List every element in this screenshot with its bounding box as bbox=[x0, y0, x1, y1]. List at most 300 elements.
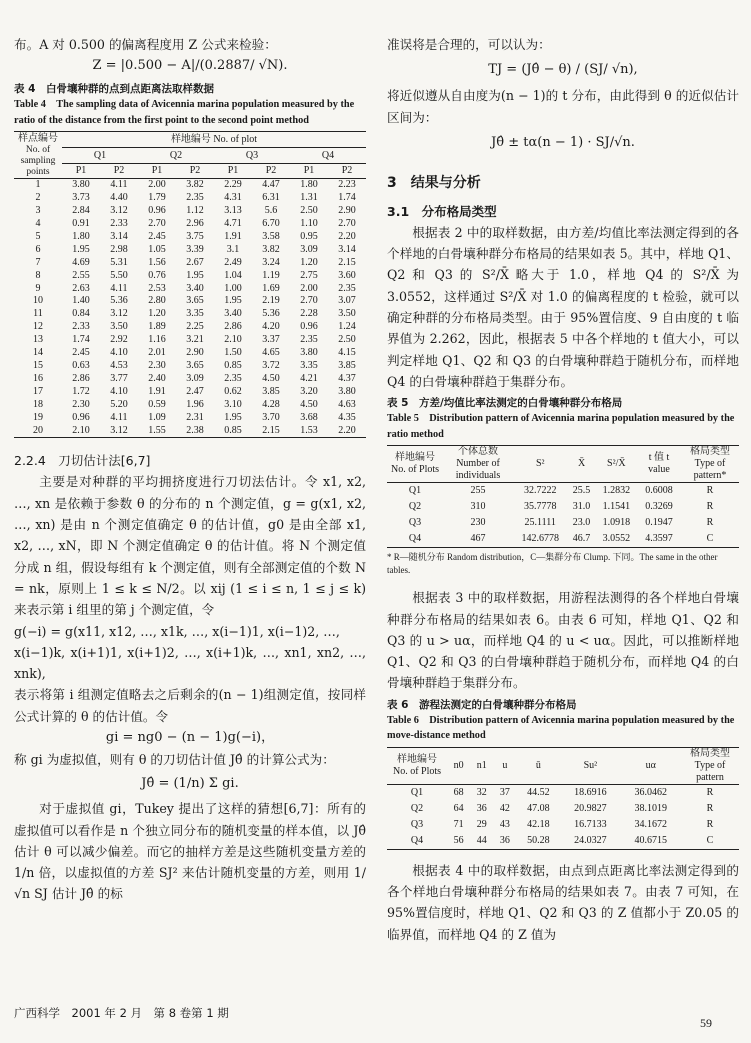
formula-interval: Jθ̂ ± tα(n − 1) · SJ/√n. bbox=[491, 134, 635, 150]
table4-row-cell: 1.53 bbox=[300, 424, 318, 436]
table6-row-cell: 37 bbox=[499, 786, 510, 798]
table5-row-cell: 142.6778 bbox=[521, 533, 559, 545]
table4-row-cell: 2.92 bbox=[110, 334, 128, 346]
table4-row-cell: 2.86 bbox=[72, 372, 90, 384]
table4-row-cell: 1.89 bbox=[148, 321, 166, 333]
table4-row-cell: 3.35 bbox=[186, 308, 204, 320]
table4-row bbox=[14, 244, 366, 257]
table4-row-cell: 2.35 bbox=[300, 334, 318, 346]
table4-row-cell: 1.80 bbox=[72, 230, 90, 242]
table4-row-cell: 2.50 bbox=[338, 334, 356, 346]
table4-row-cell: 0.63 bbox=[72, 359, 90, 371]
table4-body bbox=[14, 179, 366, 438]
table4-plot-header: 样地编号 No. of plot bbox=[62, 132, 366, 148]
table4-row-cell: 2.98 bbox=[110, 243, 128, 255]
table5-caption-en: Table 5 Distribution pattern of Avicennia marina population measured by the ratio method bbox=[387, 413, 735, 440]
table4-row bbox=[14, 270, 366, 283]
jackknife-paragraph-4: 对于虚拟值 gi，Tukey 提出了这样的猜想[6,7]：所有的虚拟值可以看作是 n 个独立同分布的随机变量的样本值，以 Jθ̂ 估计 θ 可以减少偏差。而它的抽样方差是这些随机变量方差的 1/n 倍，以虚拟值的方差 SJ² 来估计随机变量的方差，则用 1/ √n SJ 估计 Jθ̂ 的标 bbox=[14, 801, 366, 902]
table4-row-cell: 2.31 bbox=[186, 411, 204, 423]
table6-row-cell: Q4 bbox=[410, 834, 424, 846]
table6-row-cell: 38.1019 bbox=[634, 802, 668, 814]
table5-row bbox=[387, 483, 739, 500]
table4-sub-p: P2 bbox=[265, 165, 277, 177]
table6-block bbox=[387, 697, 739, 850]
table4-sub-p: P1 bbox=[151, 165, 163, 177]
table4-row-cell: 4.20 bbox=[262, 321, 280, 333]
table4-row-cell: 20 bbox=[33, 424, 43, 436]
left-column bbox=[14, 0, 366, 905]
table4-row-cell: 2.25 bbox=[186, 321, 204, 333]
table4-row-cell: 4.71 bbox=[224, 218, 242, 230]
table4-row-cell: 3.80 bbox=[300, 347, 318, 359]
table4-row-cell: 4.47 bbox=[262, 179, 280, 191]
table4-row-cell: 3.20 bbox=[300, 385, 318, 397]
table5-row-cell: 255 bbox=[470, 485, 486, 497]
table4-row bbox=[14, 218, 366, 231]
table4-row-cell: 3.40 bbox=[224, 308, 242, 320]
table4-row-cell: 0.84 bbox=[72, 308, 90, 320]
table4-row-cell: 3.07 bbox=[338, 295, 356, 307]
table4-row-cell: 3.09 bbox=[300, 243, 318, 255]
table4-row-cell: 5.36 bbox=[110, 295, 128, 307]
table4-row bbox=[14, 179, 366, 192]
table6-row-cell: 36 bbox=[476, 802, 487, 814]
table4-row-cell: 2.90 bbox=[186, 347, 204, 359]
table4-row-cell: 2.75 bbox=[300, 269, 318, 281]
table4-row-cell: 1 bbox=[35, 179, 41, 191]
table6-row-cell: 36 bbox=[499, 834, 510, 846]
table4-row bbox=[14, 283, 366, 296]
table6-row-cell: 32 bbox=[476, 786, 487, 798]
table5-header: 样地编号 No. of Plots bbox=[390, 452, 440, 476]
table5-row-cell: 31.0 bbox=[572, 501, 591, 513]
table4-row-cell: 3.77 bbox=[110, 372, 128, 384]
table4-row-cell: 1.50 bbox=[224, 347, 242, 359]
formula-gi: gi = ng0 − (n − 1)g(−i)， bbox=[105, 729, 275, 745]
table4-row-cell: 1.74 bbox=[338, 192, 356, 204]
table4-row-cell: 3.1 bbox=[226, 243, 240, 255]
table4-row-cell: 4.10 bbox=[110, 385, 128, 397]
table4-row-cell: 2.38 bbox=[186, 424, 204, 436]
table6-row-cell: Q1 bbox=[410, 786, 424, 798]
table5-row bbox=[387, 515, 739, 531]
table6-row-cell: C bbox=[706, 834, 714, 846]
table4-row-cell: 0.62 bbox=[224, 385, 242, 397]
table4-row-cell: 3.82 bbox=[186, 179, 204, 191]
table6-row-cell: 43 bbox=[499, 818, 510, 830]
table5-row-cell: R bbox=[706, 501, 714, 513]
table4-plot-q1: Q1 bbox=[62, 147, 138, 163]
results-paragraph-1: 根据表 2 中的取样数据，由方差/均值比率法测定得到的各个样地的白骨壤种群分布格局的结果如表 5。其中，样地 Q1、Q2 和 Q3 的 S²/X̄ 略大于 1.0，样地 Q4 的 S²/X̄ 为 3.0552，这样通过 S²/X̄ 对 1.0 的偏离程度的 t 检验，就可以确定种群的分布格局类型。由于 95%置信度、9 自由度的 t 临界值为 2.262，因此，根据表 5 中各个样地的 t 值大小，可以判定样地 Q1、Q2 和 Q3 的白骨壤种群趋于随机分布，而样地 Q4 的白骨壤种群趋于集群分布。 bbox=[387, 224, 739, 389]
table4-row-cell: 1.19 bbox=[262, 269, 280, 281]
table4-row-cell: 2.01 bbox=[148, 347, 166, 359]
table4-row-cell: 1.55 bbox=[148, 424, 166, 436]
table5-row-cell: 0.3269 bbox=[645, 501, 673, 513]
table4-row-cell: 3.73 bbox=[72, 192, 90, 204]
table4-row-cell: 2.19 bbox=[262, 295, 280, 307]
table4-row-cell: 2.55 bbox=[72, 269, 90, 281]
table4-row-cell: 2.35 bbox=[338, 282, 356, 294]
table4-row-cell: 8 bbox=[35, 269, 41, 281]
table4-row-cell: 2.84 bbox=[72, 205, 90, 217]
table4-row-cell: 2.47 bbox=[186, 385, 204, 397]
table4-row-cell: 2.35 bbox=[224, 372, 242, 384]
table5-row-cell: 310 bbox=[470, 501, 486, 513]
table4-col-sample-zh: 样点编号 bbox=[18, 133, 58, 145]
table4-sub-p: P2 bbox=[341, 165, 353, 177]
section-3-heading: 3 结果与分析 bbox=[387, 174, 481, 191]
table5 bbox=[387, 445, 739, 548]
table4-row-cell: 2.15 bbox=[338, 256, 356, 268]
table4-row-cell: 1.95 bbox=[186, 269, 204, 281]
table4-row bbox=[14, 205, 366, 218]
table5-row-cell: Q1 bbox=[408, 485, 422, 497]
table4-row-cell: 3.65 bbox=[186, 295, 204, 307]
table4-row-cell: 3.80 bbox=[338, 385, 356, 397]
formula-tj: TJ = (Jθ̂ − θ) / (SJ/ √n), bbox=[488, 62, 638, 78]
section-31-heading: 3.1 分布格局类型 bbox=[387, 203, 497, 219]
table5-row-cell: Q4 bbox=[408, 533, 422, 545]
table4-row-cell: 3.13 bbox=[224, 205, 242, 217]
table4-row-cell: 2.67 bbox=[186, 256, 204, 268]
table6-caption-en: Table 6 Distribution pattern of Avicennia marina population measured by the move-distance method bbox=[387, 714, 735, 742]
table6-row-cell: 44.52 bbox=[527, 786, 550, 798]
table6-row-cell: 42.18 bbox=[527, 818, 550, 830]
table4-row-cell: 4.37 bbox=[338, 372, 356, 384]
table5-row-cell: 1.2832 bbox=[602, 485, 631, 497]
table4-row-cell: 3.85 bbox=[338, 359, 356, 371]
table6-row-cell: 29 bbox=[476, 818, 487, 830]
table4-row-cell: 2.45 bbox=[72, 347, 90, 359]
table6-row-cell: 40.6715 bbox=[634, 834, 668, 846]
table4-row-cell: 4.28 bbox=[262, 398, 280, 410]
table4-row-cell: 1.74 bbox=[72, 334, 90, 346]
table6-row-cell: 68 bbox=[453, 786, 464, 798]
table4-row bbox=[14, 386, 366, 399]
table4-row-cell: 0.85 bbox=[224, 424, 242, 436]
table4-row-cell: 12 bbox=[33, 321, 43, 333]
table4-row bbox=[14, 360, 366, 373]
table4-row-cell: 3.65 bbox=[186, 359, 204, 371]
table4-row-cell: 1.91 bbox=[148, 385, 166, 397]
table4-row-cell: 2.28 bbox=[300, 308, 318, 320]
table4-row-cell: 6.31 bbox=[262, 192, 280, 204]
table4-row-cell: 1.96 bbox=[186, 398, 204, 410]
table5-block bbox=[387, 395, 739, 577]
jackknife-paragraph-2: 表示将第 i 组测定值略去之后剩余的(n − 1)组测定值，按同样公式计算的 θ 的估计值。令 bbox=[14, 687, 366, 724]
table4-row-cell: 4.50 bbox=[262, 372, 280, 384]
table6-row-cell: R bbox=[706, 818, 714, 830]
table4-row-cell: 2.86 bbox=[224, 321, 242, 333]
table5-row-cell: R bbox=[706, 517, 714, 529]
table4-row-cell: 1.20 bbox=[300, 256, 318, 268]
table4-row-cell: 2.30 bbox=[72, 398, 90, 410]
formula-j: Jθ̂ = (1/n) Σ gi. bbox=[141, 776, 239, 792]
table5-header: 个体总数 Number of individuals bbox=[455, 446, 501, 482]
table6-row-cell: 47.08 bbox=[527, 802, 550, 814]
table4-row-cell: 4.10 bbox=[110, 347, 128, 359]
table4-row-cell: 3.80 bbox=[72, 179, 90, 191]
table4-row-cell: 2.70 bbox=[300, 295, 318, 307]
table4-row-cell: 9 bbox=[35, 282, 41, 294]
table6-row-cell: Q2 bbox=[410, 802, 424, 814]
table4-plot-q4: Q4 bbox=[290, 147, 366, 163]
intro-line: 布。A 对 0.500 的偏离程度用 Z 公式来检验： bbox=[14, 37, 277, 52]
table4-row-cell: 2.53 bbox=[148, 282, 166, 294]
table6-row-cell: 71 bbox=[453, 818, 464, 830]
jackknife-paragraph-3: 称 gi 为虚拟值，则有 θ 的刀切估计值 Jθ̂ 的计算公式为： bbox=[14, 751, 335, 767]
table4-row-cell: 3.50 bbox=[110, 321, 128, 333]
table4-row bbox=[14, 373, 366, 386]
table4-sub-p: P2 bbox=[189, 165, 201, 177]
table4-row-cell: 4.21 bbox=[300, 372, 318, 384]
table4-row-cell: 15 bbox=[33, 359, 43, 371]
table4-row-cell: 3.75 bbox=[186, 230, 204, 242]
table4-row-cell: 11 bbox=[33, 308, 43, 320]
table4-row bbox=[14, 347, 366, 360]
table5-row-cell: R bbox=[706, 485, 714, 497]
table4-row-cell: 3.39 bbox=[186, 243, 204, 255]
table4-row-cell: 4.53 bbox=[110, 359, 128, 371]
table4-sub-p: P2 bbox=[113, 165, 125, 177]
table4-sub-p: P1 bbox=[227, 165, 239, 177]
table4-row-cell: 3.12 bbox=[110, 308, 128, 320]
formula-g-line1: g(−i) = g(x11, x12, …, x1k, …, x(i−1)1, x(i−1)2, …, bbox=[14, 623, 340, 639]
table6-row-cell: 18.6916 bbox=[574, 786, 607, 798]
table4-row-cell: 4.63 bbox=[338, 398, 356, 410]
table4-row-cell: 6 bbox=[35, 243, 41, 255]
table4-caption-zh: 表 4 白骨壤种群的点到点距离法取样数据 bbox=[14, 83, 214, 96]
table4-row bbox=[14, 425, 366, 438]
table4-row-cell: 3.24 bbox=[262, 256, 280, 268]
table6-row bbox=[387, 784, 739, 801]
table4-row-cell: 5.50 bbox=[110, 269, 128, 281]
table4-row-cell: 2.96 bbox=[186, 218, 204, 230]
table4-row-cell: 1.72 bbox=[72, 385, 90, 397]
table4-row-cell: 0.96 bbox=[300, 321, 318, 333]
table4-row-cell: 2.90 bbox=[338, 205, 356, 217]
table5-row-cell: 0.1947 bbox=[645, 517, 673, 529]
table4-row-cell: 4.35 bbox=[338, 411, 356, 423]
table4-row-cell: 18 bbox=[33, 398, 43, 410]
table6-header: n1 bbox=[476, 759, 487, 771]
table4-row-cell: 4 bbox=[35, 218, 41, 230]
table4-row-cell: 5.6 bbox=[264, 205, 278, 217]
table4-row-cell: 4.40 bbox=[110, 192, 128, 204]
table5-row-cell: 25.1111 bbox=[524, 517, 556, 529]
table4-row-cell: 1.09 bbox=[148, 411, 166, 423]
table4-row-cell: 1.40 bbox=[72, 295, 90, 307]
table6-row-cell: 56 bbox=[453, 834, 464, 846]
table6-header: uα bbox=[645, 759, 656, 771]
table4-row-cell: 1.31 bbox=[300, 192, 318, 204]
table6-header: n0 bbox=[453, 759, 464, 771]
table6-row-cell: 34.1672 bbox=[634, 818, 668, 830]
table4-row-cell: 2.30 bbox=[148, 359, 166, 371]
table4-row-cell: 2.15 bbox=[262, 424, 280, 436]
table4-row-cell: 3 bbox=[35, 205, 41, 217]
table4-row-cell: 2.49 bbox=[224, 256, 242, 268]
table4-row-cell: 4.11 bbox=[110, 282, 128, 294]
table4-row-cell: 4.11 bbox=[110, 411, 128, 423]
table6-header: ū bbox=[535, 759, 541, 771]
table4-row-cell: 1.95 bbox=[72, 243, 90, 255]
table4-row-cell: 1.24 bbox=[338, 321, 356, 333]
table4-row-cell: 0.96 bbox=[148, 205, 166, 217]
table5-row bbox=[387, 499, 739, 515]
table4-row-cell: 19 bbox=[33, 411, 43, 423]
table4-row-cell: 1.04 bbox=[224, 269, 242, 281]
table4-row-cell: 2.20 bbox=[338, 230, 356, 242]
table4-row-cell: 16 bbox=[33, 372, 43, 384]
table4-row bbox=[14, 334, 366, 347]
table4-row-cell: 0.95 bbox=[300, 230, 318, 242]
table4-row-cell: 3.60 bbox=[338, 269, 356, 281]
table4-row-cell: 1.91 bbox=[224, 230, 242, 242]
interval-paragraph: 将近似遵从自由度为(n − 1)的 t 分布，由此得到 θ 的近似估计区间为： bbox=[387, 88, 739, 125]
table5-header: t 值 t value bbox=[648, 452, 670, 476]
table4-col-sample bbox=[14, 132, 62, 179]
table4-row-cell: 3.40 bbox=[186, 282, 204, 294]
table5-body bbox=[387, 483, 739, 548]
table6-row-cell: 44 bbox=[476, 834, 487, 846]
table4-row bbox=[14, 231, 366, 244]
table5-row-cell: 467 bbox=[470, 533, 486, 545]
table6-header: u bbox=[502, 759, 508, 771]
table6-caption-zh: 表 6 游程法测定的白骨壤种群分布格局 bbox=[387, 698, 577, 711]
table5-note: * R—随机分布 Random distribution，C—集群分布 Clump. 下同。The same in the other tables. bbox=[387, 552, 718, 576]
table4 bbox=[14, 131, 366, 438]
table4-row-cell: 3.68 bbox=[300, 411, 318, 423]
page-number: 59 bbox=[700, 1016, 712, 1030]
table4-row-cell: 4.65 bbox=[262, 347, 280, 359]
table4-row-cell: 0.96 bbox=[72, 411, 90, 423]
table4-row-cell: 4.15 bbox=[338, 347, 356, 359]
table4-row-cell: 1.16 bbox=[148, 334, 166, 346]
table4-row-cell: 1.05 bbox=[148, 243, 166, 255]
table4-row-cell: 3.12 bbox=[110, 424, 128, 436]
table5-header: X̄ bbox=[577, 458, 586, 470]
table4-row-cell: 0.76 bbox=[148, 269, 166, 281]
table4-row-cell: 1.20 bbox=[148, 308, 166, 320]
results-paragraph-3: 根据表 4 中的取样数据，由点到点距离比率法测定得到的各个样地白骨壤种群分布格局的结果如表 7。由表 7 可知，在 95%置信度时，样地 Q1、Q2 和 Q3 的 Z 值都小于 Z0.05 的临界值，而样地 Q4 的 Z 值为 bbox=[387, 862, 739, 942]
table4-block bbox=[14, 81, 366, 438]
table4-row-cell: 2.63 bbox=[72, 282, 90, 294]
table4-row bbox=[14, 412, 366, 425]
table4-row-cell: 14 bbox=[33, 347, 43, 359]
table4-row-cell: 1.79 bbox=[148, 192, 166, 204]
table4-row-cell: 2.50 bbox=[300, 205, 318, 217]
table4-row-cell: 3.50 bbox=[338, 308, 356, 320]
table4-col-sample-en: No. of sampling points bbox=[20, 145, 56, 178]
table4-row-cell: 2.23 bbox=[338, 179, 356, 191]
table4-row-cell: 3.35 bbox=[300, 359, 318, 371]
table4-row-cell: 4.50 bbox=[300, 398, 318, 410]
table4-row-cell: 1.95 bbox=[224, 411, 242, 423]
table4-row-cell: 1.10 bbox=[300, 218, 318, 230]
table4-row-cell: 10 bbox=[33, 295, 43, 307]
table4-row-cell: 5.20 bbox=[110, 398, 128, 410]
section-224-heading: 2.2.4 刀切估计法[6,7] bbox=[14, 453, 151, 469]
table6-row bbox=[387, 833, 739, 850]
table4-row-cell: 4.11 bbox=[110, 179, 128, 191]
table6 bbox=[387, 747, 739, 850]
table5-header: S²/X̄ bbox=[607, 458, 626, 470]
table4-row-cell: 3.21 bbox=[186, 334, 204, 346]
table5-row bbox=[387, 531, 739, 548]
table6-row-cell: 42 bbox=[499, 802, 510, 814]
table6-header: 样地编号 No. of Plots bbox=[392, 753, 442, 777]
table4-row-cell: 13 bbox=[33, 334, 43, 346]
table4-row-cell: 2.00 bbox=[300, 282, 318, 294]
table5-row-cell: 32.7222 bbox=[523, 485, 557, 497]
table4-plot-q2: Q2 bbox=[138, 147, 214, 163]
table5-row-cell: Q2 bbox=[408, 501, 422, 513]
table5-row-cell: 230 bbox=[470, 517, 486, 529]
right-intro: 准误将是合理的，可以认为： bbox=[387, 37, 551, 52]
table4-row-cell: 2.35 bbox=[186, 192, 204, 204]
table4-row-cell: 2.10 bbox=[224, 334, 242, 346]
table4-row-cell: 1.56 bbox=[148, 256, 166, 268]
table5-row-cell: 1.0918 bbox=[602, 517, 631, 529]
table4-row-cell: 0.85 bbox=[224, 359, 242, 371]
table4-row-cell: 2.70 bbox=[148, 218, 166, 230]
table6-row-cell: 36.0462 bbox=[634, 786, 668, 798]
table4-row-cell: 3.14 bbox=[338, 243, 356, 255]
table5-row-cell: 4.3597 bbox=[645, 533, 673, 545]
table4-row-cell: 3.72 bbox=[262, 359, 280, 371]
table4-row-cell: 3.70 bbox=[262, 411, 280, 423]
table5-row-cell: Q3 bbox=[408, 517, 422, 529]
table5-row-cell: 23.0 bbox=[572, 517, 591, 529]
table4-sub-p: P1 bbox=[303, 165, 315, 177]
table6-row-cell: 16.7133 bbox=[574, 818, 607, 830]
table4-row bbox=[14, 192, 366, 205]
table4-row-cell: 2.45 bbox=[148, 230, 166, 242]
table6-row-cell: R bbox=[706, 802, 714, 814]
table6-row-cell: 24.0327 bbox=[574, 834, 607, 846]
journal-footer: 广西科学 2001 年 2 月 第 8 卷第 1 期 bbox=[14, 1006, 229, 1020]
table4-row-cell: 2.10 bbox=[72, 424, 90, 436]
table5-header: S² bbox=[535, 458, 545, 470]
table4-row-cell: 3.58 bbox=[262, 230, 280, 242]
table4-row-cell: 3.85 bbox=[262, 385, 280, 397]
table4-plot-q3: Q3 bbox=[214, 147, 290, 163]
table4-row-cell: 2 bbox=[35, 192, 41, 204]
table4-row-cell: 5.31 bbox=[110, 256, 128, 268]
table4-row-cell: 1.00 bbox=[224, 282, 242, 294]
table4-row-cell: 4.69 bbox=[72, 256, 90, 268]
table6-row bbox=[387, 801, 739, 817]
table5-row-cell: 46.7 bbox=[572, 533, 591, 545]
table5-row-cell: 35.7778 bbox=[523, 501, 557, 513]
table4-row-cell: 2.00 bbox=[148, 179, 166, 191]
table4-row bbox=[14, 257, 366, 270]
table6-header: 格局类型 Type of pattern bbox=[690, 747, 730, 783]
table6-row-cell: R bbox=[706, 786, 714, 798]
table4-row-cell: 2.70 bbox=[338, 218, 356, 230]
table4-row-cell: 3.10 bbox=[224, 398, 242, 410]
table4-row-cell: 1.12 bbox=[186, 205, 204, 217]
table5-row-cell: 0.6008 bbox=[645, 485, 673, 497]
table5-header: 格局类型 Type of pattern* bbox=[690, 446, 730, 482]
table4-row-cell: 5 bbox=[35, 230, 41, 242]
table4-row-cell: 4.31 bbox=[224, 192, 242, 204]
table4-row-cell: 2.29 bbox=[224, 179, 242, 191]
table4-row-cell: 2.80 bbox=[148, 295, 166, 307]
table4-row-cell: 6.70 bbox=[262, 218, 280, 230]
table4-row-cell: 1.69 bbox=[262, 282, 280, 294]
